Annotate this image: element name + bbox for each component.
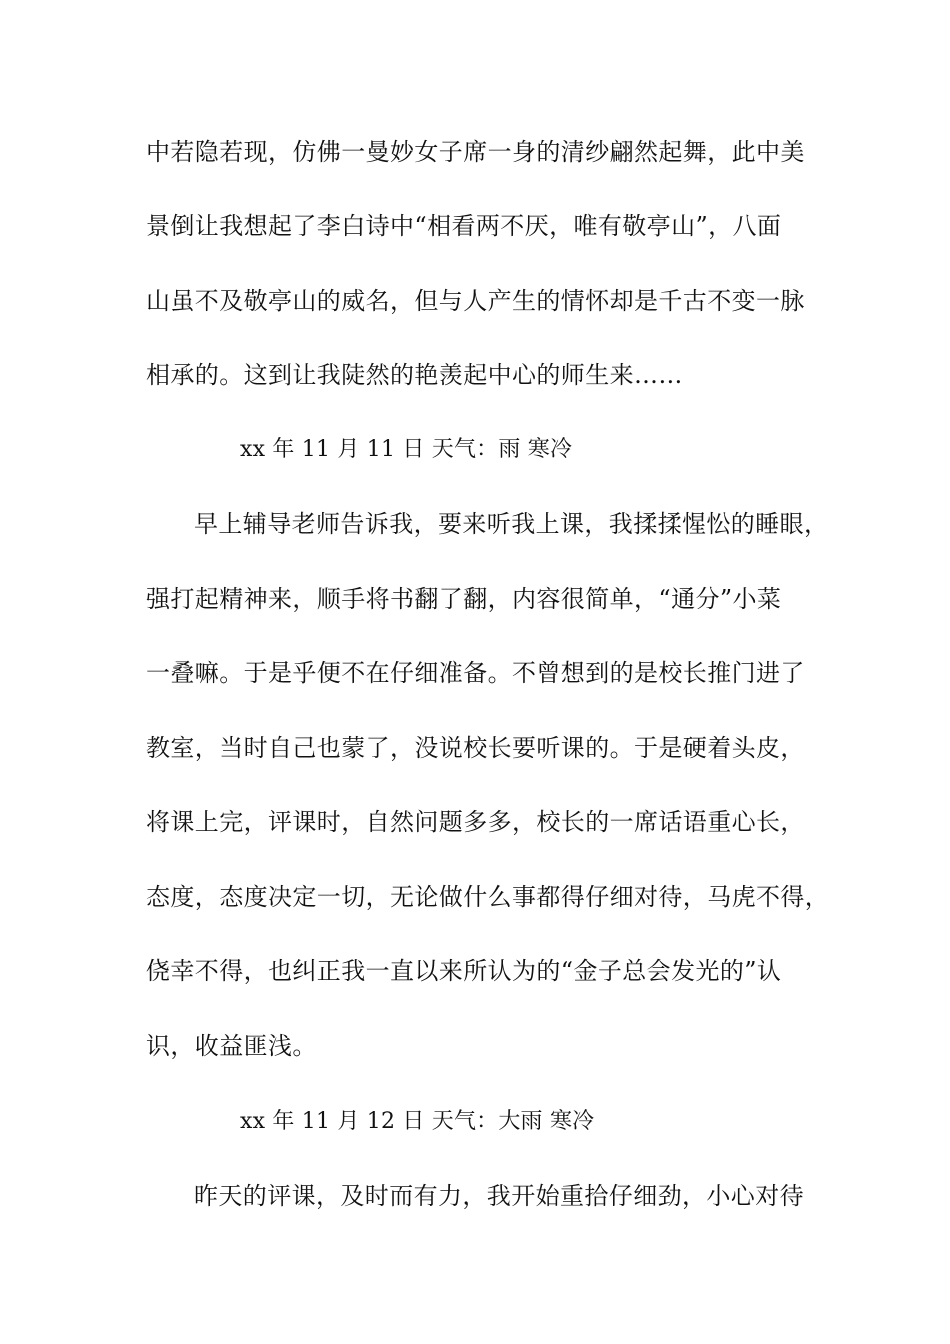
paragraph-line: 将课上完，评课时，自然问题多多，校长的一席话语重心长，	[146, 808, 805, 836]
paragraph-line: 侥幸不得，也纠正我一直以来所认为的“金子总会发光的”认	[146, 957, 782, 985]
paragraph-line: 教室，当时自己也蒙了，没说校长要听课的。于是硬着头皮，	[146, 734, 805, 762]
paragraph-line: 识，收益匪浅。	[146, 1032, 317, 1060]
paragraph-line: 山虽不及敬亭山的威名，但与人产生的情怀却是千古不变一脉	[146, 287, 805, 315]
paragraph-line: 中若隐若现，仿佛一曼妙女子席一身的清纱翩然起舞，此中美	[146, 138, 805, 166]
paragraph-line: 早上辅导老师告诉我，要来听我上课，我揉揉惺忪的睡眼，	[194, 510, 829, 538]
diary-date-heading: xx 年 11 月 11 日 天气：雨 寒冷	[240, 437, 573, 462]
paragraph-line: 相承的。这到让我陡然的艳羡起中心的师生来……	[146, 361, 683, 389]
paragraph-line: 一叠嘛。于是乎便不在仔细准备。不曾想到的是校长推门进了	[146, 659, 805, 687]
paragraph-line: 昨天的评课，及时而有力，我开始重拾仔细劲，小心对待	[194, 1182, 804, 1210]
paragraph-line: 强打起精神来，顺手将书翻了翻，内容很简单，“通分”小菜	[146, 585, 782, 613]
paragraph-line: 景倒让我想起了李白诗中“相看两不厌，唯有敬亭山”，八面	[146, 212, 782, 240]
diary-date-heading: xx 年 11 月 12 日 天气：大雨 寒冷	[240, 1109, 595, 1134]
paragraph-line: 态度，态度决定一切，无论做什么事都得仔细对待，马虎不得，	[146, 883, 830, 911]
